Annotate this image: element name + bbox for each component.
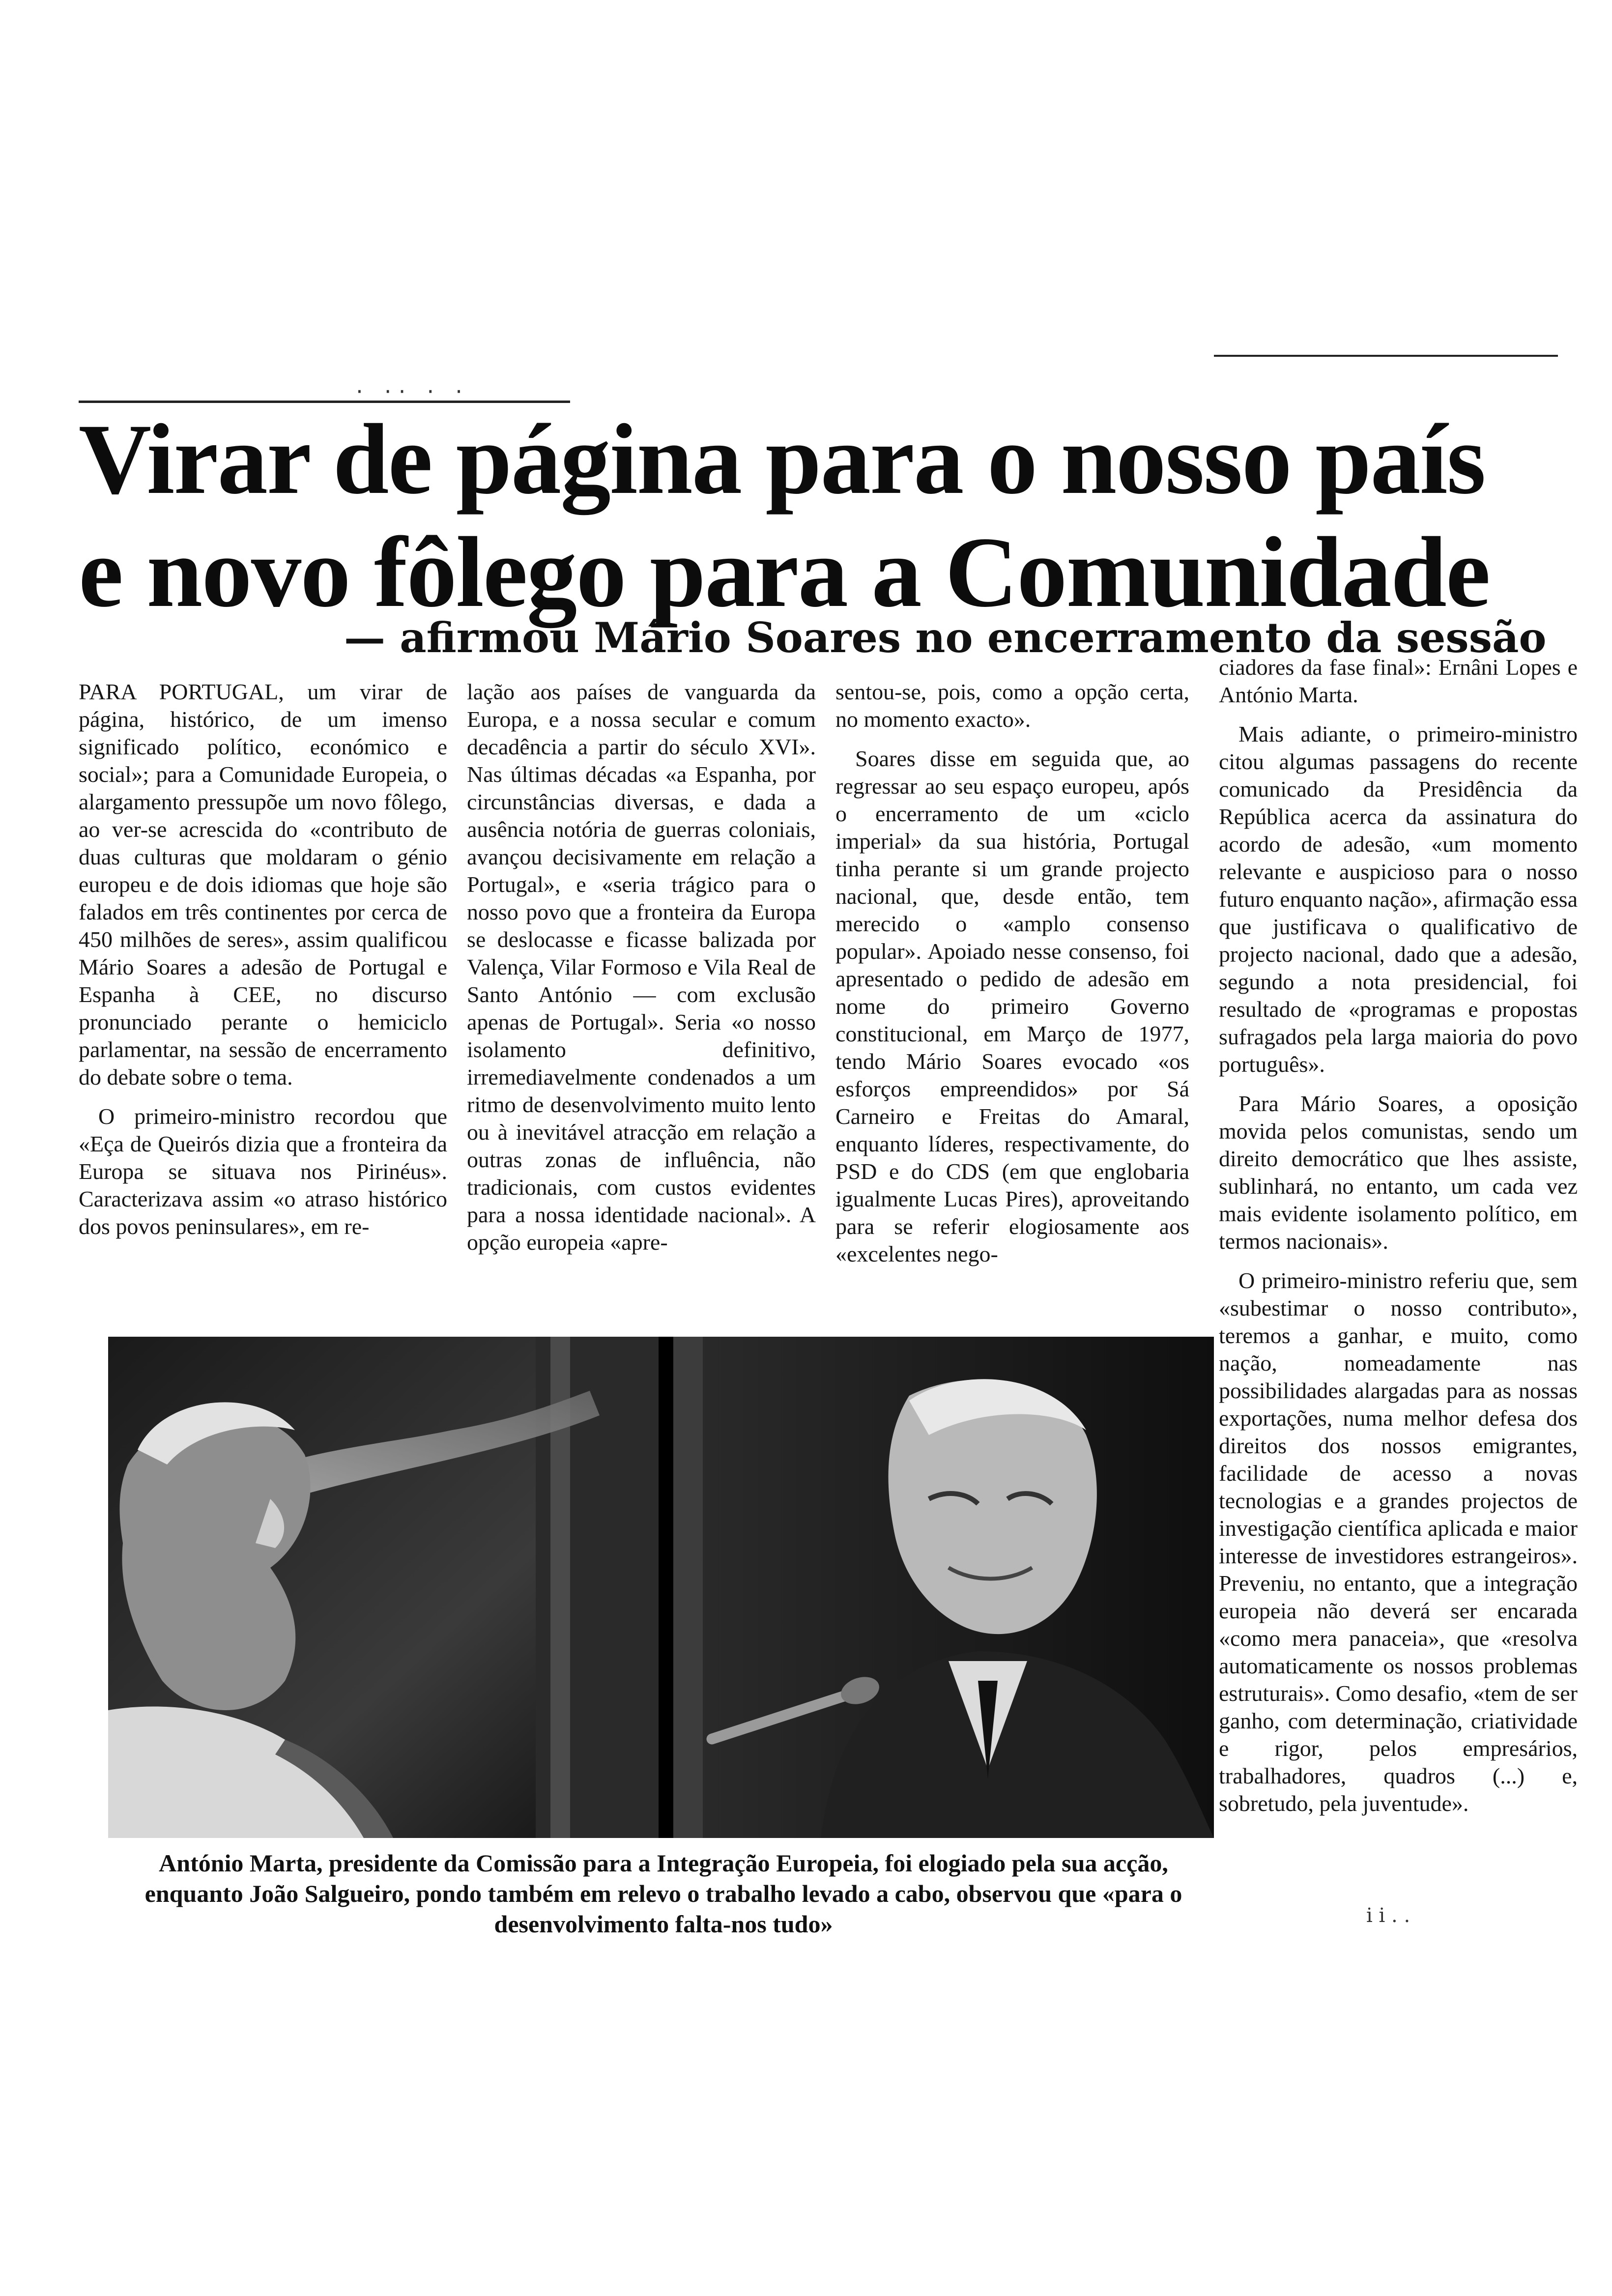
headline (79, 403, 1553, 629)
column-3-paragraph: sentou-se, pois, como a opção certa, no momento exacto». (835, 679, 1189, 732)
photo-caption: António Marta, presidente da Comissão para a Integração Europeia, foi elogiado pela sua acção, enquanto João Salgueiro, pondo também em relevo o trabalho levado a cabo, observou que «para o desenvolvimento falta-nos tudo» (144, 1849, 1182, 1938)
column-4-paragraph: Mais adiante, o primeiro-ministro citou algumas passagens do recente comunicado da Presidência da República acerca da assinatura do acordo de adesão, «um momento relevante e auspicioso para o nosso futuro enquanto nação», afirmação essa que justificava o qualificativo de projecto nacional, dado que a adesão, segundo a nota presidencial, foi resultado de «programas e propostas sufragados pela larga maioria do povo português». (1219, 721, 1578, 1077)
photo-left-image (108, 1337, 659, 1838)
column-1-paragraph: O primeiro-ministro recordou que «Eça de Queirós dizia que a fronteira da Europa se situava nos Pirinéus». Caracterizava assim «o atraso histórico dos povos peninsulares», em re- (79, 1104, 447, 1239)
article-column-4 (1219, 654, 1578, 1912)
subheadline: — afirmou Mário Soares no encerramento da sessão (344, 613, 1547, 662)
photo-antonio-marta (108, 1337, 659, 1838)
headline-line-2: e novo fôlego para a Comunidade (79, 517, 1490, 628)
column-4-paragraph: ciadores da fase final»: Ernâni Lopes e António Marta. (1219, 655, 1578, 707)
column-3-paragraph: Soares disse em seguida que, ao regressar ao seu espaço europeu, após o encerramento de um «ciclo imperial» da sua história, Portugal tinha perante si um grande projecto nacional, que, desde então, tem merecido o «amplo consenso popular». Apoiado nesse consenso, foi apresentado o pedido de adesão em nome do primeiro Governo constitucional, em Março de 1977, tendo Mário Soares evocado «os esforços empreendidos» por Sá Carneiro e Freitas do Amaral, enquanto líderes, respectivamente, do PSD e do CDS (em que englobaria igualmente Lucas Pires), aproveitando para se referir elogiosamente aos «excelentes nego- (835, 746, 1189, 1266)
article-column-1 (79, 678, 447, 1337)
article-column-2 (467, 678, 816, 1337)
column-2-paragraph: lação aos países de vanguarda da Europa, e a nossa secular e comum decadência a partir do século XVI». Nas últimas décadas «a Espanha, por circunstâncias diversas, e dada a ausência notória de guerras coloniais, avançou decisivamente em relação a Portugal», e «seria trágico para o nosso povo que a fronteira da Europa se deslocasse e ficasse balizada por Valença, Vilar Formoso e Vila Real de Santo António — com exclusão apenas de Portugal». Seria «o nosso isolamento definitivo, irremediavelmente condenados a um ritmo de desenvolvimento muito lento ou à inevitável atracção em relação a outras zonas de influência, não tradicionais, com custos evidentes para a nossa identidade nacional». A opção europeia «apre- (467, 679, 816, 1255)
article-column-3 (835, 678, 1189, 1288)
column-4-paragraph: Para Mário Soares, a oposição movida pelos comunistas, sendo um direito democrático que lhes assiste, sublinhará, no entanto, um cada vez mais evidente isolamento político, em termos nacionais». (1219, 1091, 1578, 1254)
column-4-paragraph: O primeiro-ministro referiu que, sem «subestimar o nosso contributo», teremos a ganhar, e muito, como nação, nomeadamente nas possibilidades alargadas para as nossas exportações, numa melhor defesa dos direitos dos nossos emigrantes, facilidade de acesso a novas tecnologias e a grandes projectos de investigação científica aplicada e maior interesse de investidores estrangeiros». Preveniu, no entanto, que a integração europeia não deverá ser encarada «como mera panaceia», que «resolva automaticamente os nossos problemas estruturais». Como desafio, «tem de ser ganho, com determinação, criatividade e rigor, pelos empresários, trabalhadores, quadros (...) e, sobretudo, pela juventude». (1219, 1268, 1578, 1816)
end-mark: i i . . (1366, 1904, 1410, 1927)
print-specks: · ·· · · (354, 381, 468, 402)
photo-joao-salgueiro (673, 1337, 1214, 1838)
column-1-paragraph: PARA PORTUGAL, um virar de página, histórico, de um imenso significado político, económico e social»; para a Comunidade Europeia, o alargamento pressupõe um novo fôlego, ao ver-se acrescida do «contributo de duas culturas que moldaram o génio europeu e de dois idiomas que hoje são falados em três continentes por cerca de 450 milhões de seres», assim qualificou Mário Soares a adesão de Portugal e Espanha à CEE, no discurso pronunciado perante o hemiciclo parlamentar, na sessão de encerramento do debate sobre o tema. (79, 679, 447, 1090)
photo-frame (108, 1337, 1214, 1838)
headline-line-1: Virar de página para o nosso país (79, 403, 1485, 515)
top-rule-right (1214, 355, 1558, 357)
photo-right-image (673, 1337, 1214, 1838)
